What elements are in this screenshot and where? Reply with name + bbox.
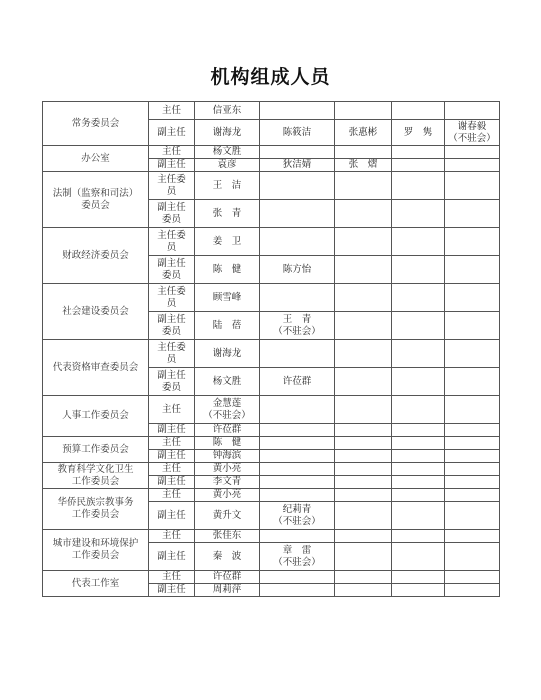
role-cell: 副主任 <box>149 120 195 146</box>
member-cell: 许莅群 <box>195 424 260 437</box>
role-cell: 副主任 <box>149 502 195 530</box>
member-cell <box>392 530 445 543</box>
member-cell: 金慧莲 （不驻会） <box>195 396 260 424</box>
member-cell <box>260 476 335 489</box>
role-cell: 主任委 员 <box>149 340 195 368</box>
member-cell: 周莉萍 <box>195 584 260 597</box>
member-cell <box>392 159 445 172</box>
member-cell <box>260 571 335 584</box>
member-cell <box>392 312 445 340</box>
role-cell: 主任 <box>149 396 195 424</box>
member-cell <box>335 543 392 571</box>
committee-name: 常务委员会 <box>43 102 149 146</box>
member-cell <box>445 437 500 450</box>
member-cell <box>392 172 445 200</box>
role-cell: 副主任 <box>149 584 195 597</box>
member-cell <box>260 146 335 159</box>
member-cell <box>392 502 445 530</box>
table-row <box>43 571 500 584</box>
role-cell: 主任委 员 <box>149 284 195 312</box>
member-cell: 杨文胜 <box>195 368 260 396</box>
member-cell <box>392 584 445 597</box>
table-row <box>43 463 500 476</box>
role-cell: 副主任 委员 <box>149 312 195 340</box>
table-row <box>43 228 500 256</box>
member-cell <box>445 450 500 463</box>
member-cell <box>335 584 392 597</box>
table-row <box>43 530 500 543</box>
member-cell <box>392 424 445 437</box>
committee-name: 代表资格审查委员会 <box>43 340 149 396</box>
member-cell <box>445 584 500 597</box>
committee-name: 财政经济委员会 <box>43 228 149 284</box>
member-cell: 张佳东 <box>195 530 260 543</box>
member-cell <box>392 256 445 284</box>
committee-name: 社会建设委员会 <box>43 284 149 340</box>
member-cell <box>392 396 445 424</box>
member-cell <box>335 228 392 256</box>
member-cell <box>445 340 500 368</box>
member-cell <box>260 284 335 312</box>
role-cell: 主任 <box>149 571 195 584</box>
member-cell <box>260 228 335 256</box>
member-cell <box>335 368 392 396</box>
committee-name: 华侨民族宗教事务 工作委员会 <box>43 489 149 530</box>
member-cell <box>445 312 500 340</box>
member-cell: 纪莉青 （不驻会） <box>260 502 335 530</box>
member-cell: 李文青 <box>195 476 260 489</box>
member-cell <box>260 102 335 120</box>
member-cell: 狄洁婧 <box>260 159 335 172</box>
member-cell <box>445 368 500 396</box>
member-cell: 谢海龙 <box>195 340 260 368</box>
member-cell: 张 熠 <box>335 159 392 172</box>
member-cell <box>392 200 445 228</box>
member-cell <box>260 396 335 424</box>
member-cell <box>260 450 335 463</box>
role-cell: 主任 <box>149 489 195 502</box>
member-cell <box>260 340 335 368</box>
member-cell <box>445 571 500 584</box>
member-cell: 陈 健 <box>195 256 260 284</box>
role-cell: 主任 <box>149 530 195 543</box>
member-cell: 张 青 <box>195 200 260 228</box>
member-cell <box>445 476 500 489</box>
member-cell <box>392 284 445 312</box>
member-cell <box>445 172 500 200</box>
role-cell: 副主任 委员 <box>149 256 195 284</box>
member-cell <box>335 476 392 489</box>
role-cell: 主任 <box>149 437 195 450</box>
member-cell: 陈方怡 <box>260 256 335 284</box>
member-cell <box>260 424 335 437</box>
member-cell: 黄升文 <box>195 502 260 530</box>
member-cell <box>335 284 392 312</box>
table-row <box>43 146 500 159</box>
member-cell <box>445 424 500 437</box>
member-cell <box>445 463 500 476</box>
committee-name: 办公室 <box>43 146 149 172</box>
role-cell: 主任 <box>149 102 195 120</box>
member-cell: 陈 健 <box>195 437 260 450</box>
member-cell <box>445 489 500 502</box>
table-row <box>43 284 500 312</box>
member-cell <box>260 584 335 597</box>
member-cell <box>260 172 335 200</box>
role-cell: 主任委 员 <box>149 172 195 200</box>
member-cell <box>260 437 335 450</box>
member-cell <box>445 396 500 424</box>
member-cell <box>445 530 500 543</box>
member-cell <box>392 146 445 159</box>
table-row <box>43 102 500 120</box>
member-cell: 杨文胜 <box>195 146 260 159</box>
member-cell <box>445 200 500 228</box>
committee-name: 城市建设和环境保护 工作委员会 <box>43 530 149 571</box>
committee-name: 人事工作委员会 <box>43 396 149 437</box>
table-row <box>43 396 500 424</box>
role-cell: 主任委 员 <box>149 228 195 256</box>
member-cell <box>335 502 392 530</box>
member-cell <box>392 228 445 256</box>
member-cell <box>445 502 500 530</box>
member-cell <box>335 200 392 228</box>
member-cell <box>335 256 392 284</box>
member-cell: 罗 隽 <box>392 120 445 146</box>
member-cell: 许莅群 <box>260 368 335 396</box>
member-cell <box>392 437 445 450</box>
page-title: 机构组成人员 <box>210 66 331 88</box>
member-cell: 袁彦 <box>195 159 260 172</box>
role-cell: 副主任 委员 <box>149 368 195 396</box>
table-row <box>43 340 500 368</box>
member-cell <box>445 256 500 284</box>
member-cell <box>445 102 500 120</box>
role-cell: 副主任 <box>149 450 195 463</box>
role-cell: 主任 <box>149 463 195 476</box>
member-cell <box>392 571 445 584</box>
committee-name: 代表工作室 <box>43 571 149 597</box>
member-cell: 许莅群 <box>195 571 260 584</box>
org-table <box>42 101 500 597</box>
member-cell <box>335 450 392 463</box>
member-cell: 谢海龙 <box>195 120 260 146</box>
table-row <box>43 172 500 200</box>
member-cell <box>335 312 392 340</box>
org-table-body <box>43 102 500 597</box>
member-cell: 顾雪峰 <box>195 284 260 312</box>
role-cell: 副主任 <box>149 159 195 172</box>
member-cell <box>335 396 392 424</box>
member-cell: 王 洁 <box>195 172 260 200</box>
role-cell: 副主任 委员 <box>149 200 195 228</box>
member-cell <box>392 102 445 120</box>
member-cell <box>335 424 392 437</box>
member-cell <box>392 476 445 489</box>
member-cell <box>260 200 335 228</box>
member-cell <box>335 172 392 200</box>
member-cell <box>335 340 392 368</box>
member-cell <box>445 146 500 159</box>
member-cell <box>260 489 335 502</box>
member-cell <box>335 571 392 584</box>
member-cell: 陈筱洁 <box>260 120 335 146</box>
member-cell <box>445 159 500 172</box>
member-cell: 钟海滨 <box>195 450 260 463</box>
member-cell: 章 雷 （不驻会） <box>260 543 335 571</box>
table-row <box>43 489 500 502</box>
member-cell <box>445 284 500 312</box>
role-cell: 副主任 <box>149 476 195 489</box>
member-cell <box>260 463 335 476</box>
member-cell: 秦 波 <box>195 543 260 571</box>
member-cell: 陆 蓓 <box>195 312 260 340</box>
member-cell <box>335 489 392 502</box>
member-cell: 王 青 （不驻会） <box>260 312 335 340</box>
member-cell <box>335 530 392 543</box>
member-cell <box>260 530 335 543</box>
member-cell <box>392 368 445 396</box>
member-cell: 张惠彬 <box>335 120 392 146</box>
member-cell <box>392 450 445 463</box>
member-cell <box>392 340 445 368</box>
member-cell <box>335 463 392 476</box>
table-row <box>43 437 500 450</box>
committee-name: 法制（监察和司法） 委员会 <box>43 172 149 228</box>
member-cell <box>392 489 445 502</box>
member-cell: 黄小亮 <box>195 463 260 476</box>
member-cell <box>392 463 445 476</box>
member-cell <box>445 228 500 256</box>
member-cell <box>335 437 392 450</box>
committee-name: 预算工作委员会 <box>43 437 149 463</box>
member-cell: 黄小亮 <box>195 489 260 502</box>
role-cell: 副主任 <box>149 543 195 571</box>
member-cell <box>335 146 392 159</box>
member-cell <box>335 102 392 120</box>
member-cell <box>392 543 445 571</box>
member-cell: 姜 卫 <box>195 228 260 256</box>
member-cell: 谢春毅 （不驻会） <box>445 120 500 146</box>
role-cell: 副主任 <box>149 424 195 437</box>
member-cell: 信亚东 <box>195 102 260 120</box>
member-cell <box>445 543 500 571</box>
committee-name: 教育科学文化卫生 工作委员会 <box>43 463 149 489</box>
role-cell: 主任 <box>149 146 195 159</box>
